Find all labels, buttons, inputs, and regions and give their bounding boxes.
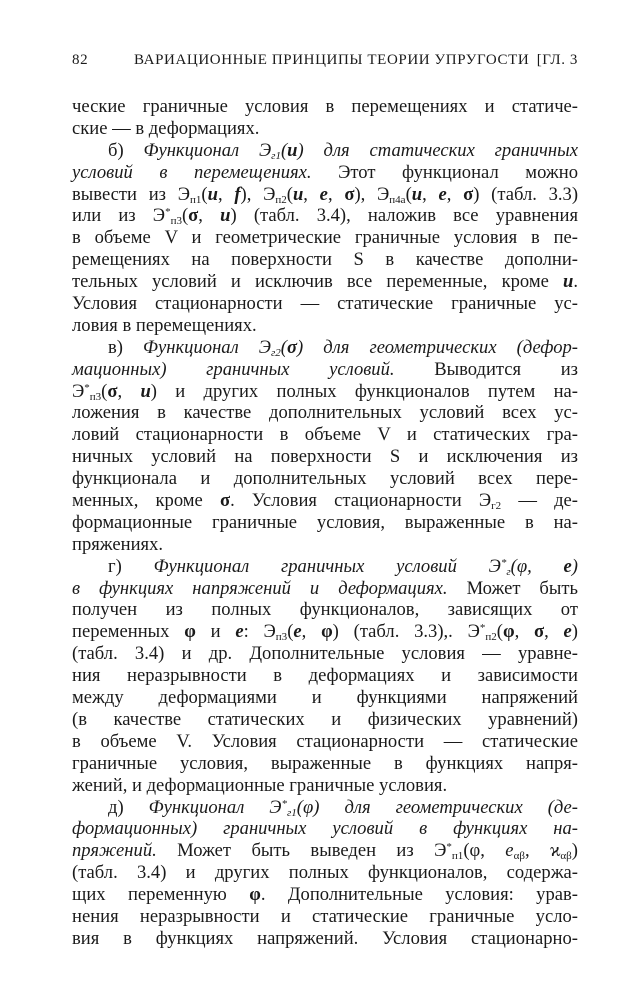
running-header — [72, 52, 578, 74]
text-line: получен из полных функционалов, зависящих от — [72, 599, 578, 621]
text-line: ложения в качестве дополнительных условий всех ус- — [72, 402, 578, 424]
text-line: ремещениях на поверхности S в качестве дополни- — [72, 249, 578, 271]
text-line: формационных) граничных условий в функциях на- — [72, 818, 578, 840]
text-line: щих переменную φ. Дополнительные условия: урав- — [72, 884, 578, 906]
text-line: тельных условий и исключив все переменные, кроме u. — [72, 271, 578, 293]
text-line: пряжений. Может быть выведен из $Э^*_{п1}(\varphi$, $e_{\alpha\beta}$, $ϰ_{\alpha\beta}$) — [72, 840, 578, 863]
text-line: ловия в перемещениях. — [72, 314, 257, 336]
text-line: $Э^*_{п3}(\sigma$, u) и других полных функционалов путем на- — [72, 380, 579, 403]
text-line: ские — в деформациях. — [72, 117, 260, 139]
text-line: ловий стационарности в объеме V и статических гра- — [72, 424, 578, 446]
text-line: или из $Э^*_{п3}(\sigma$, u) (табл. 3.4), наложив все уравнения — [72, 205, 578, 228]
text-line: мационных) граничных условий. Выводится из — [72, 358, 578, 380]
text-line: б) Функционал $Э_{г1}(u)$ для статических граничных — [108, 139, 578, 162]
text-line: жений, и деформационные граничные условия. — [72, 774, 448, 796]
text-line: (табл. 3.4) и др. Дополнительные условия — уравне- — [72, 643, 578, 665]
chapter-marker: [ГЛ. 3 — [536, 52, 578, 68]
text-line: граничные условия, выраженные в функциях напря- — [72, 752, 578, 774]
text-line: Условия стационарности — статические граничные ус- — [72, 293, 578, 315]
text-line: вывести из $Э_{п1}(u$, f), $Э_{п2}(u$, e, σ), $Э_{п4а}(u$, e, σ) (табл. 3.3) — [72, 183, 579, 206]
text-line: (в качестве статических и физических уравнений) — [72, 708, 578, 730]
text-line: функционала и дополнительных условий всех пере- — [72, 468, 578, 490]
text-line: менных, кроме σ. Условия стационарности $Э_{г2}$ — де- — [72, 490, 578, 513]
text-line: д) Функционал $Э^*_{г1}(\varphi)$ для геометрических (де- — [108, 796, 578, 819]
text-line: в функциях напряжений и деформациях. Может быть — [72, 577, 578, 599]
running-title: ВАРИАЦИОННЫЕ ПРИНЦИПЫ ТЕОРИИ УПРУГОСТИ — [134, 52, 530, 68]
text-line: ничных условий на поверхности S и исключения из — [72, 446, 579, 468]
text-line: формационные граничные условия, выраженные в на- — [72, 511, 578, 533]
text-line: в объеме V. Условия стационарности — статические — [72, 730, 578, 752]
text-line: ческие граничные условия в перемещениях и статиче- — [72, 96, 578, 117]
text-line: в объеме V и геометрические граничные условия в пе- — [72, 227, 578, 249]
text-line: между деформациями и функциями напряжений — [72, 687, 578, 709]
text-line: в) Функционал $Э_{г2}(\sigma)$ для геометрических (дефор- — [108, 336, 578, 359]
text-line: переменных φ и e: $Э_{п3}(e$, φ) (табл. 3.3),. $Э^*_{п2}(\varphi$, σ, e) — [72, 621, 578, 644]
text-line: нения неразрывности и статические граничные усло- — [72, 905, 578, 927]
text-line: (табл. 3.4) и других полных функционалов, содержа- — [72, 862, 578, 884]
page-number: 82 — [72, 52, 89, 68]
text-line: пряжениях. — [72, 533, 164, 555]
text-line: вия в функциях напряжений. Условия стационарно- — [72, 927, 578, 949]
text-line: ния неразрывности в деформациях и зависимости — [72, 665, 578, 687]
text-line: г) Функционал граничных условий $Э^*_г(\varphi$, e) — [108, 555, 578, 578]
text-line: условий в перемещениях. Этот функционал можно — [72, 161, 578, 183]
body-text — [72, 96, 578, 950]
